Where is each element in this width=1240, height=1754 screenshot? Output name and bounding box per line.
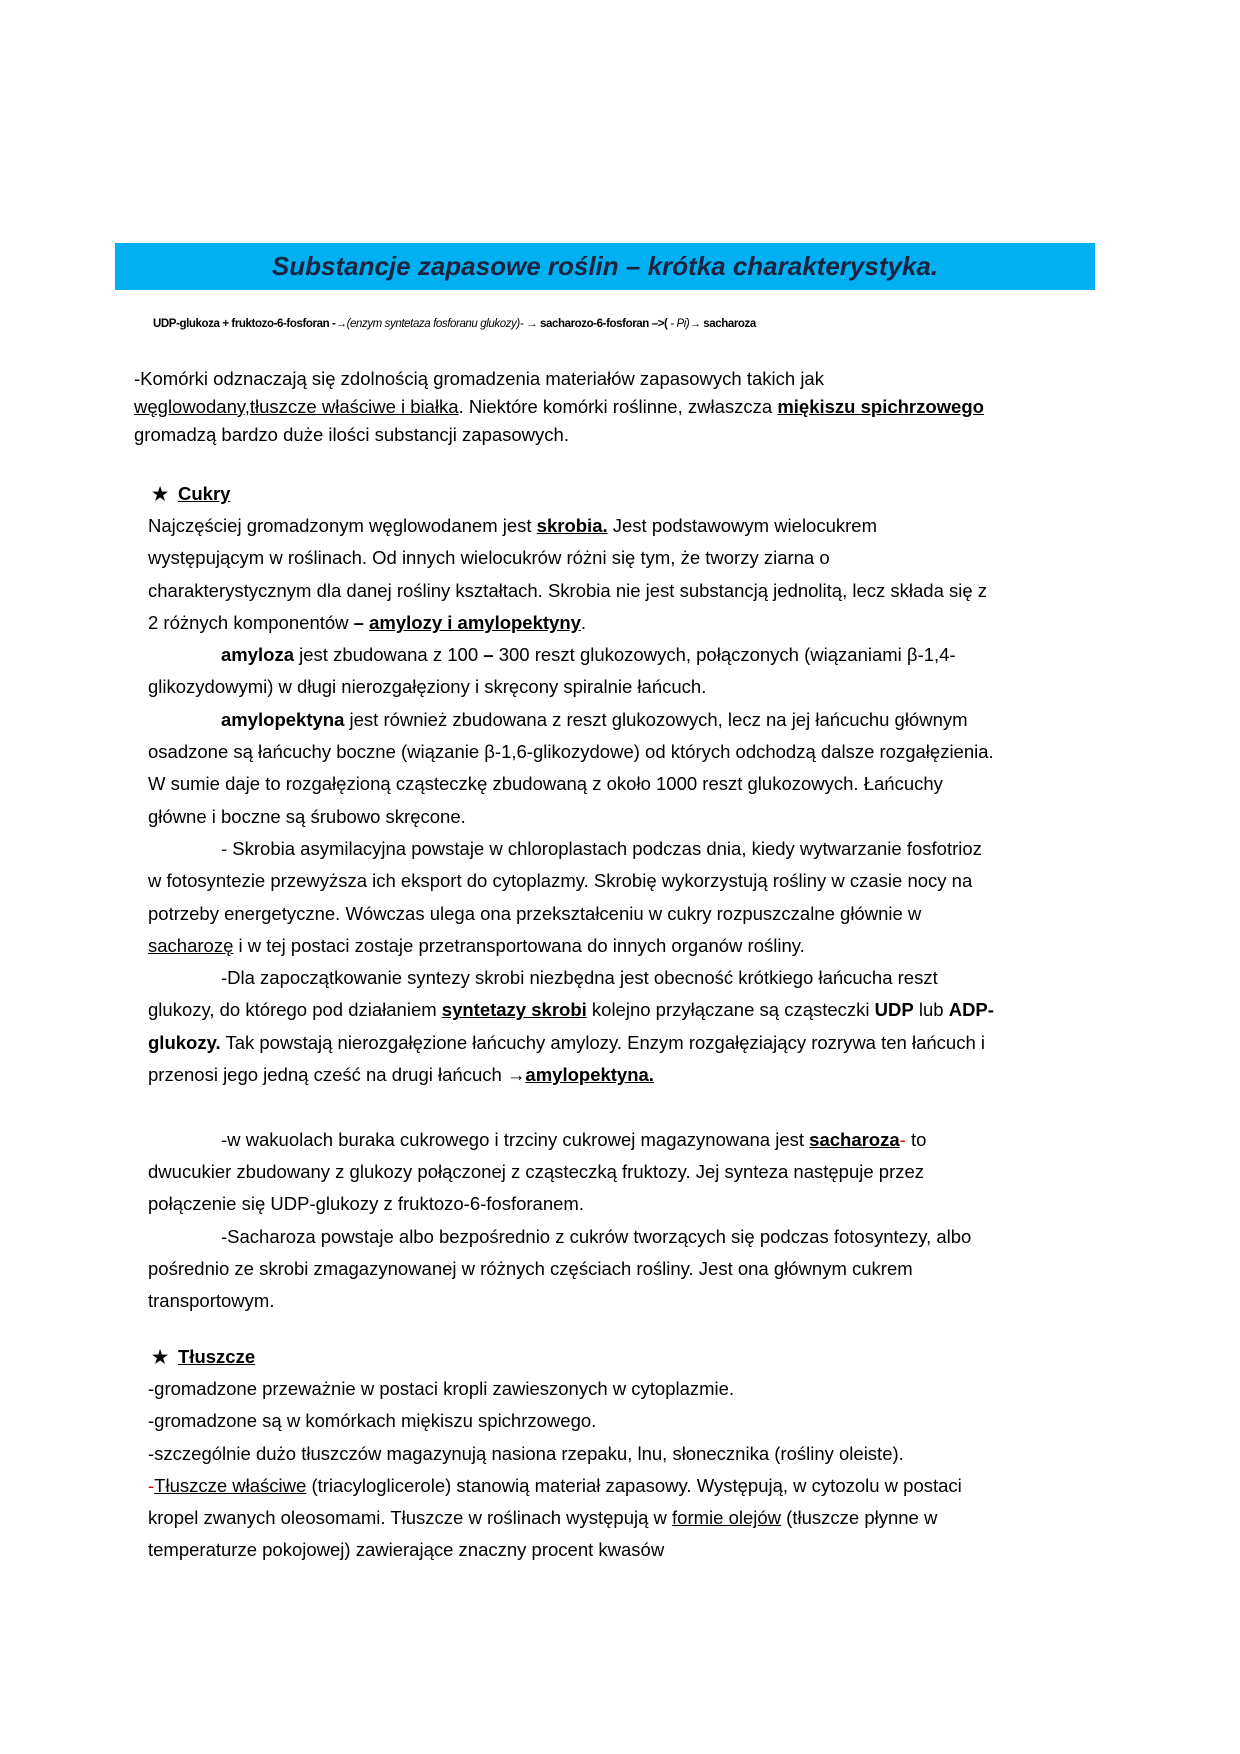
text-run: glukozy.: [148, 1031, 221, 1053]
text-run: amylopektyna.: [525, 1064, 654, 1086]
text-run: charakterystycznym dla danej rośliny kształtach. Skrobia nie jest substancją jednolitą, lecz składa się z: [148, 579, 988, 601]
text-run: potrzeby energetyczne. Wówczas ulega ona przekształceniu w cukry rozpuszczalne głównie w: [148, 902, 922, 924]
text-line: [148, 768, 994, 800]
text-line: [148, 1405, 962, 1437]
text-run: amylopektyna: [221, 708, 345, 730]
text-line: [148, 671, 994, 703]
text-run: formie olejów: [672, 1507, 782, 1529]
text-line: [148, 1470, 962, 1502]
text-line: [148, 704, 994, 736]
star-bullet-icon: ★: [152, 484, 169, 504]
text-line: [148, 510, 994, 542]
formula-pi: - Pi): [670, 318, 690, 330]
text-run: -: [148, 1474, 155, 1496]
section-heading-tluszcze: [152, 1341, 255, 1373]
text-line: [148, 1285, 994, 1317]
text-line: [148, 801, 994, 833]
text-run: W sumie daje to rozgałęzioną cząsteczkę zbudowaną z około 1000 reszt glukozowych. Łańcuchy: [148, 773, 943, 795]
text-line: [148, 994, 994, 1026]
text-run: lub: [913, 999, 949, 1021]
text-run: Najczęściej gromadzonym węglowodanem jest: [148, 515, 537, 536]
text-run: -w wakuolach buraka cukrowego i trzciny cukrowej magazynowana jest: [221, 1128, 810, 1150]
text-run: gromadzą bardzo duże ilości substancji zapasowych.: [134, 424, 569, 445]
text-run: -Sacharoza powstaje albo bezpośrednio z cukrów tworzących się podczas fotosyntezy, albo: [221, 1225, 972, 1247]
text-line: [148, 1091, 994, 1123]
text-line: [134, 393, 984, 421]
text-run: sacharozę: [148, 934, 234, 956]
text-run: –: [353, 611, 370, 633]
text-run: syntetazy skrobi: [441, 999, 587, 1021]
text-line: [148, 639, 994, 671]
text-run: glikozydowymi) w długi nierozgałęziony i skręcony spiralnie łańcuch.: [148, 676, 707, 698]
title-banner: [115, 243, 1095, 290]
intro-paragraph: [134, 365, 984, 449]
text-run: główne i boczne są śrubowo skręcone.: [148, 805, 466, 827]
text-line: [148, 1188, 994, 1220]
formula-part: → sacharoza: [689, 318, 756, 330]
text-run: kolejno przyłączane są cząsteczki: [586, 999, 875, 1021]
star-bullet-icon: ★: [152, 1347, 169, 1367]
text-run: 2 różnych komponentów: [148, 611, 354, 633]
text-run: -gromadzone są w komórkach miękiszu spichrzowego.: [148, 1410, 597, 1432]
text-run: - Skrobia asymilacyjna powstaje w chloroplastach podczas dnia, kiedy wytwarzanie fosfotrioz: [221, 837, 982, 859]
text-run: przenosi jego jedną cześć na drugi łańcuch →: [148, 1064, 526, 1086]
text-line: [148, 1156, 994, 1188]
text-line: [148, 1373, 962, 1405]
text-line: [148, 1253, 994, 1285]
text-run: transportowym.: [148, 1290, 275, 1312]
text-line: [148, 607, 994, 639]
text-run: występującym w roślinach. Od innych wielocukrów różni się tym, że tworzy ziarna o: [148, 547, 830, 569]
text-run: w fotosyntezie przewyższa ich eksport do cytoplazmy. Skrobię wykorzystują rośliny w czasie nocy na: [148, 870, 973, 892]
text-run: .: [580, 611, 587, 633]
section-heading-cukry: [152, 478, 230, 510]
text-line: [148, 1221, 994, 1253]
text-run: jest również zbudowana z reszt glukozowych, lecz na jej łańcuchu głównym: [344, 708, 968, 730]
text-line: [148, 1438, 962, 1470]
section-tluszcze-body: [148, 1373, 962, 1567]
text-run: ADP-: [948, 999, 994, 1021]
text-line: [148, 1502, 962, 1534]
text-run: –: [483, 644, 494, 666]
text-line: [148, 1027, 994, 1059]
text-run: -: [899, 1128, 906, 1150]
text-run: dwucukier zbudowany z glukozy połączonej z cząsteczką fruktozy. Jej synteza następuje przez: [148, 1160, 925, 1182]
text-run: to: [905, 1128, 927, 1150]
text-run: kropel zwanych oleosomami. Tłuszcze w roślinach występują w: [148, 1507, 673, 1529]
text-run: (tłuszcze płynne w: [781, 1507, 938, 1529]
text-line: [148, 898, 994, 930]
text-run: amyloza: [221, 644, 295, 666]
text-run: osadzone są łańcuchy boczne (wiązanie β-1,6-glikozydowe) od których odchodzą dalsze rozgałęzienia.: [148, 741, 994, 763]
text-line: [148, 1059, 994, 1091]
text-run: ,: [244, 396, 250, 417]
text-line: [148, 542, 994, 574]
text-run: glukozy, do którego pod działaniem: [148, 999, 442, 1021]
text-run: Tak powstają nierozgałęzione łańcuchy amylozy. Enzym rozgałęziający rozrywa ten łańcuch i: [220, 1031, 985, 1053]
heading-label: Tłuszcze: [178, 1346, 256, 1367]
text-run: . Niektóre komórki roślinne, zwłaszcza: [458, 396, 778, 417]
document-title: Substancje zapasowe roślin – krótka charakterystyka.: [271, 251, 939, 281]
text-line: [148, 575, 994, 607]
text-run: UDP: [874, 999, 914, 1021]
text-run: 300 reszt glukozowych, połączonych (wiązaniami β-1,4-: [493, 644, 956, 666]
text-run: temperaturze pokojowej) zawierające znaczny procent kwasów: [148, 1539, 665, 1561]
text-line: [134, 365, 984, 393]
formula-part: UDP-glukoza + fruktozo-6-fosforan -→: [153, 318, 347, 330]
text-run: skrobia.: [536, 515, 608, 536]
text-run: Tłuszcze właściwe: [154, 1474, 307, 1496]
text-run: -Komórki odznaczają się zdolnością gromadzenia materiałów zapasowych takich jak: [134, 368, 824, 389]
text-run: połączenie się UDP-glukozy z fruktozo-6-fosforanem.: [148, 1193, 584, 1215]
text-run: (triacyloglicerole) stanowią materiał zapasowy. Występują, w cytozolu w postaci: [306, 1474, 962, 1496]
text-run: amylozy i amylopektyny: [369, 611, 581, 633]
text-line: [148, 962, 994, 994]
text-line: [148, 930, 994, 962]
text-line: [148, 736, 994, 768]
formula-part: → sacharozo-6-fosforan –>(: [523, 318, 671, 330]
text-run: -szczególnie dużo tłuszczów magazynują nasiona rzepaku, lnu, słonecznika (rośliny oleiste).: [148, 1442, 904, 1464]
text-line: [148, 1534, 962, 1566]
text-run: i w tej postaci zostaje przetransportowana do innych organów rośliny.: [233, 934, 805, 956]
text-run: sacharoza: [809, 1128, 900, 1150]
text-run: -gromadzone przeważnie w postaci kropli zawieszonych w cytoplazmie.: [148, 1378, 735, 1399]
text-line: [148, 865, 994, 897]
text-run: tłuszcze właściwe i białka: [249, 396, 459, 417]
text-line: [148, 833, 994, 865]
text-run: jest zbudowana z 100: [294, 644, 484, 666]
formula-enzyme: (enzym syntetaza fosforanu glukozy)-: [346, 318, 524, 330]
heading-label: Cukry: [178, 483, 231, 504]
sucrose-synthesis-formula: [153, 318, 756, 330]
text-line: [134, 421, 984, 449]
text-run: pośrednio ze skrobi zmagazynowanej w różnych częściach rośliny. Jest ona głównym cukrem: [148, 1257, 913, 1279]
text-run: Jest podstawowym wielocukrem: [607, 515, 877, 536]
text-run: węglowodany: [134, 396, 245, 417]
text-run: miękiszu spichrzowego: [777, 396, 984, 417]
text-line: [148, 1124, 994, 1156]
section-cukry-body: [148, 510, 994, 1317]
text-run: -Dla zapoczątkowanie syntezy skrobi niezbędna jest obecność krótkiego łańcucha reszt: [221, 967, 938, 989]
